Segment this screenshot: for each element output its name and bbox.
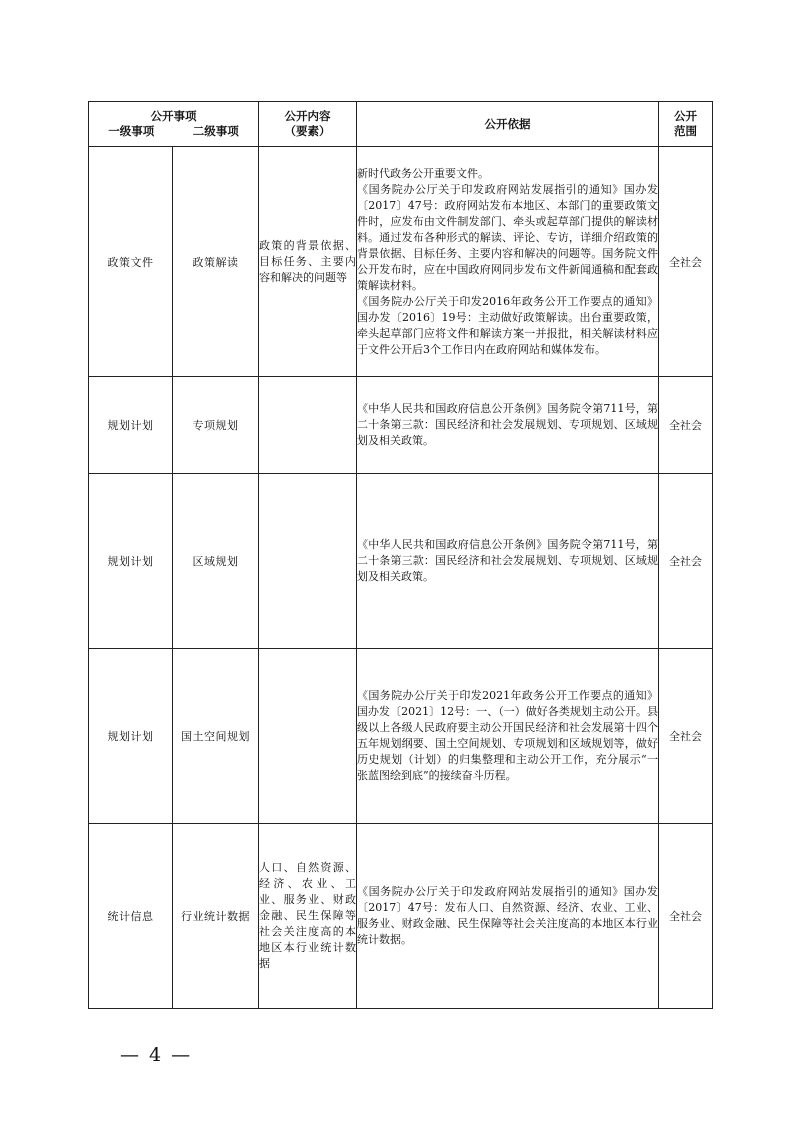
scope-cell: 全社会 — [659, 649, 713, 824]
basis-paragraph: 《国务院办公厅关于印发2016年政务公开工作要点的通知》国办发〔2016〕19号：主动做好政策解读。出台重要政策，牵头起草部门应将文件和解读方案一并报批，相关解读材料应于文件公开后3个工作日内在政府网站和媒体发布。 — [357, 294, 658, 356]
header-disclosure-basis: 公开依据 — [357, 102, 659, 147]
table-row — [89, 474, 713, 649]
basis-cell — [357, 649, 659, 824]
page-number: — 4 — — [120, 1044, 193, 1066]
table-header-row — [89, 102, 713, 147]
table-row — [89, 377, 713, 474]
level1-item: 规划计划 — [89, 649, 173, 824]
basis-cell — [357, 147, 659, 377]
content-cell — [259, 474, 357, 649]
scope-cell: 全社会 — [659, 147, 713, 377]
content-cell: 人口、自然资源、经济、农业、工业、服务业、财政金融、民生保障等社会关注度高的本地区本行业统计数据 — [259, 824, 357, 1009]
content-cell — [259, 649, 357, 824]
header-disclosure-items — [89, 102, 259, 147]
level1-item: 政策文件 — [89, 147, 173, 377]
basis-cell — [357, 377, 659, 474]
scope-cell: 全社会 — [659, 474, 713, 649]
level2-item: 区域规划 — [173, 474, 259, 649]
disclosure-table — [88, 101, 713, 1009]
basis-paragraph: 《中华人民共和国政府信息公开条例》国务院令第711号，第二十条第三款：国民经济和社会发展规划、专项规划、区域规划及相关政策。 — [357, 538, 658, 583]
level2-item: 政策解读 — [173, 147, 259, 377]
level1-item: 规划计划 — [89, 474, 173, 649]
basis-paragraph: 《国务院办公厅关于印发政府网站发展指引的通知》国办发〔2017〕47号：发布人口、自然资源、经济、农业、工业、服务业、财政金融、民生保障等社会关注度高的本地区本行业统计数据。 — [357, 885, 658, 946]
level2-item: 行业统计数据 — [173, 824, 259, 1009]
header-level2-item: 二级事项 — [192, 124, 239, 138]
basis-paragraph: 新时代政务公开重要文件。 — [357, 166, 489, 180]
header-disclosure-scope: 公开 范围 — [659, 102, 713, 147]
header-disclosure-items-title: 公开事项 — [150, 109, 197, 123]
header-disclosure-content: 公开内容 （要素） — [259, 102, 357, 147]
basis-cell — [357, 824, 659, 1009]
table-row — [89, 147, 713, 377]
table-row — [89, 824, 713, 1009]
level1-item: 规划计划 — [89, 377, 173, 474]
level2-item: 专项规划 — [173, 377, 259, 474]
basis-paragraph: 《国务院办公厅关于印发政府网站发展指引的通知》国办发〔2017〕47号：政府网站发布本地区、本部门的重要政策文件时，应发布由文件制发部门、牵头或起草部门提供的解读材料。通过发布各种形式的解读、评论、专访，详细介绍政策的背景依据、目标任务、主要内容和解决的问题等。国务院文件公开发布时，应在中国政府网同步发布文件新闻通稿和配套政策解读材料。 — [357, 182, 658, 292]
level2-item: 国土空间规划 — [173, 649, 259, 824]
table-row — [89, 649, 713, 824]
basis-paragraph: 《国务院办公厅关于印发2021年政务公开工作要点的通知》国办发〔2021〕12号：一、（一）做好各类规划主动公开。县级以上各级人民政府要主动公开国民经济和社会发展第十四个五年规划纲要、国土空间规划、专项规划和区域规划等，做好历史规划（计划）的归集整理和主动公开工作，充分展示“一张蓝图绘到底”的接续奋斗历程。 — [357, 689, 658, 782]
content-cell: 政策的背景依据、目标任务、主要内容和解决的问题等 — [259, 147, 357, 377]
header-level1-item: 一级事项 — [108, 124, 155, 138]
content-cell — [259, 377, 357, 474]
basis-paragraph: 《中华人民共和国政府信息公开条例》国务院令第711号，第二十条第三款：国民经济和社会发展规划、专项规划、区域规划及相关政策。 — [357, 402, 658, 447]
basis-cell — [357, 474, 659, 649]
scope-cell: 全社会 — [659, 377, 713, 474]
level1-item: 统计信息 — [89, 824, 173, 1009]
scope-cell: 全社会 — [659, 824, 713, 1009]
